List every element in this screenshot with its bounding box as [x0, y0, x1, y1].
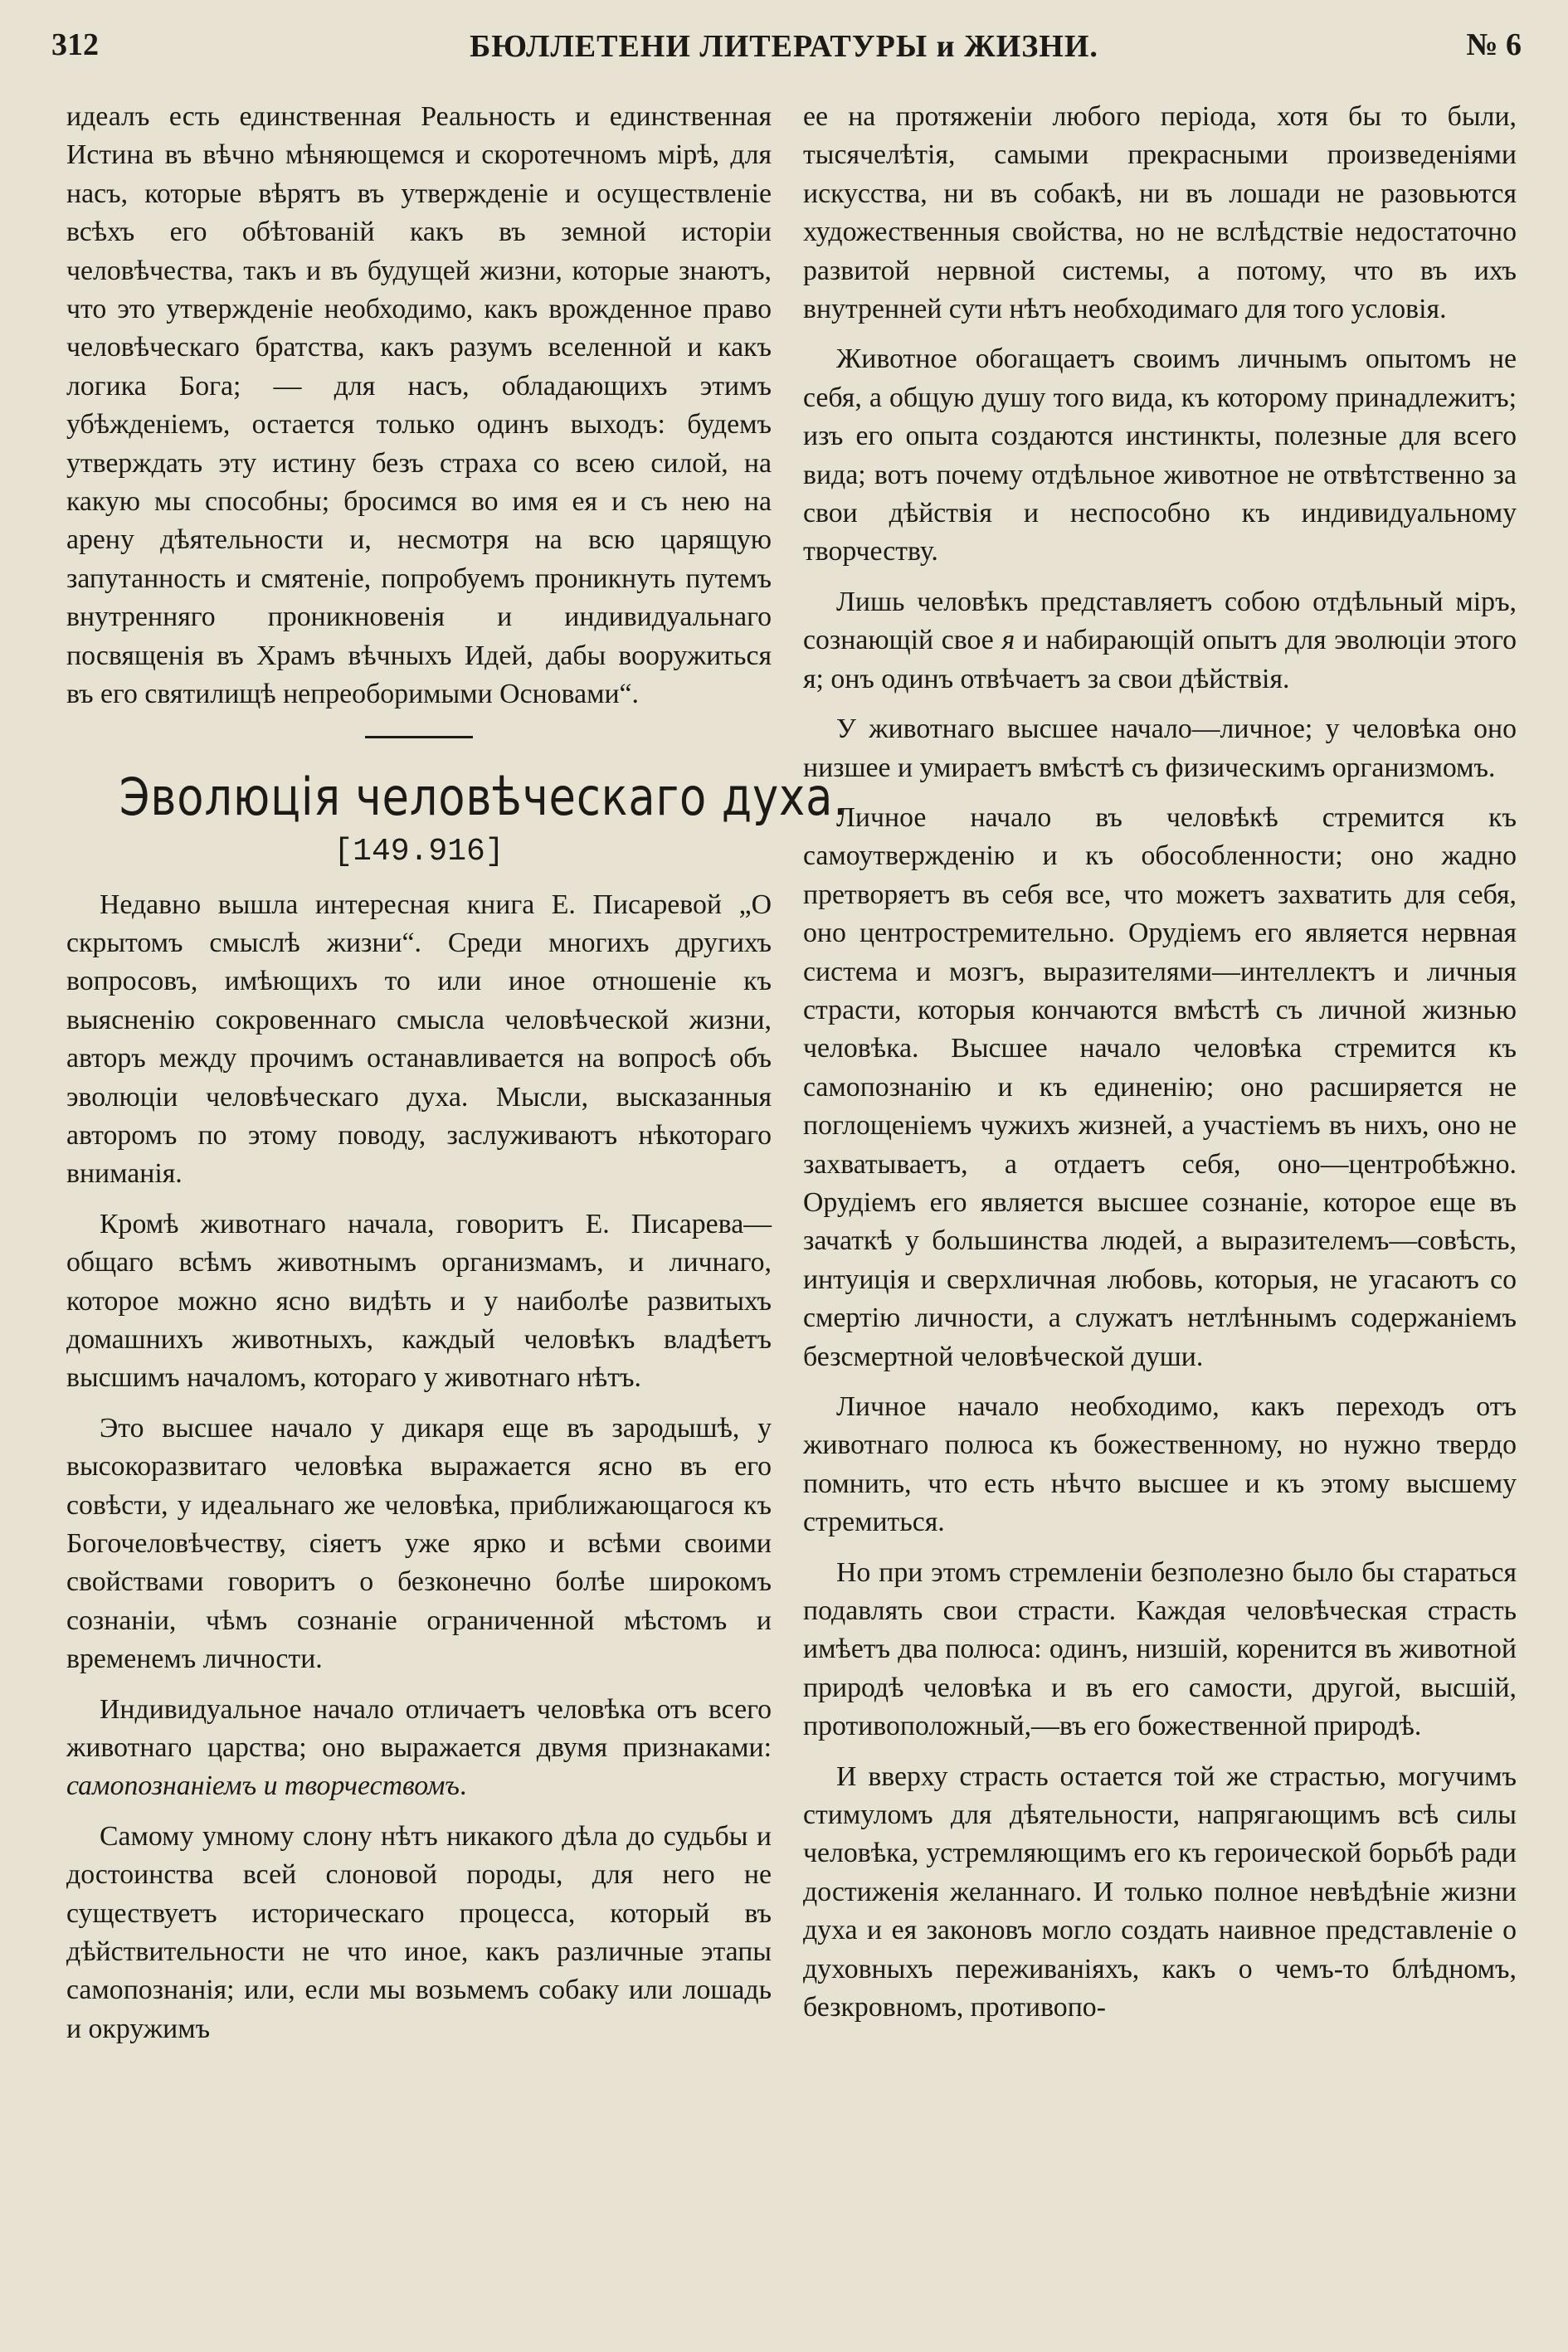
paragraph-text: .: [459, 1770, 467, 1802]
paragraph-text: и набирающій опытъ для эволюціи этого я; онъ одинъ отвѣчаетъ за свои дѣйствія.: [803, 625, 1517, 694]
intro-paragraph: идеалъ есть единственная Реальность и единственная Истина въ вѣчно мѣняющемся и скоротечномъ мірѣ, для насъ, которые вѣрятъ въ утвержденіе и осуществленіе всѣхъ его обѣтованій какъ въ земной исторіи человѣчества, такъ и въ будущей жизни, которые знаютъ, что это утвержденіе необходимо, какъ врожденное право человѣческаго братства, какъ разумъ вселенной и какъ логика Бога; — для насъ, обладающихъ этимъ убѣжденіемъ, остается только одинъ выходъ: будемъ утверждать эту истину безъ страха со всею силой, на какую мы способны; бросимся во имя ея и съ нею на арену дѣятельности и, несмотря на всю царящую запутанность и смятеніе, попробуемъ проникнуть путемъ внутренняго проникновенія и индивидуальнаго посвященія въ Храмъ вѣчныхъ Идей, дабы вооружиться въ его святилищѣ непреоборимыми Основами“.: [66, 101, 772, 710]
emphasis-text: я: [1001, 625, 1015, 656]
emphasis-text: самопознаніемъ и творчествомъ: [66, 1770, 460, 1802]
paragraph: Кромѣ животнаго начала, говоритъ Е. Писарева—общаго всѣмъ животнымъ организмамъ, и личнаго, которое можно ясно видѣть и у наиболѣе развитыхъ домашнихъ животныхъ, каждый человѣкъ владѣетъ высшимъ началомъ, котораго у животнаго нѣтъ.: [66, 1208, 772, 1394]
paragraph: ее на протяженіи любого періода, хотя бы то были, тысячелѣтія, самыми прекрасными произведеніями искусства, ни въ собакѣ, ни въ лошади не разовьются художественныя свойства, но не вслѣдствіе недостаточно развитой нервной системы, а потому, что въ ихъ внутренней сути нѣтъ необходимаго для того условія.: [803, 101, 1517, 325]
paragraph: Это высшее начало у дикаря еще въ зародышѣ, у высокоразвитаго человѣка выражается ясно въ его совѣсти, у идеальнаго же человѣка, приближающагося къ Богочеловѣчеству, сіяетъ уже ярко и всѣми своими свойствами говоритъ о безконечно болѣе широкомъ сознаніи, чѣмъ сознаніе ограниченной мѣстомъ и временемъ личности.: [66, 1412, 772, 1675]
paragraph: [66, 1691, 772, 1806]
paragraph: [803, 583, 1517, 699]
paragraph: Животное обогащаетъ своимъ личнымъ опытомъ не себя, а общую душу того вида, къ которому принадлежитъ; изъ его опыта создаются инстинкты, полезные для всего вида; вотъ почему отдѣльное животное не отвѣтственно за свои дѣйствія и неспособно къ индивидуальному творчеству.: [803, 343, 1517, 567]
paragraph: Недавно вышла интересная книга Е. Писаревой „О скрытомъ смыслѣ жизни“. Среди многихъ другихъ вопросовъ, имѣющихъ то или иное отношеніе къ выясненію сокровеннаго смысла человѣческой жизни, авторъ между прочимъ останавливается на вопросѣ объ эволюціи человѣческаго духа. Мысли, высказанныя авторомъ по этому поводу, заслуживаютъ нѣкотораго вниманія.: [66, 889, 772, 1190]
page-header: [0, 27, 1568, 68]
article-title: Эволюція человѣческаго духа.: [119, 766, 848, 827]
page-number: 312: [51, 27, 99, 62]
issue-number: № 6: [1466, 27, 1522, 62]
paragraph: Но при этомъ стремленіи безполезно было бы стараться подавлять свои страсти. Каждая человѣческая страсть имѣетъ два полюса: одинъ, низшій, коренится въ животной природѣ человѣка и въ его самости, другой, высшій, противоположный,—въ его божественной природѣ.: [803, 1556, 1517, 1742]
paragraph-text: Индивидуальное начало отличаетъ человѣка отъ всего животнаго царства; оно выражается двумя признаками:: [66, 1693, 772, 1764]
journal-title: БЮЛЛЕТЕНИ ЛИТЕРАТУРЫ и ЖИЗНИ.: [470, 29, 1098, 64]
paragraph: Личное начало въ человѣкѣ стремится къ самоутвержденію и къ обособленности; оно жадно претворяетъ въ себя все, что можетъ захватить для себя, оно центростремительно. Орудіемъ его является нервная система и мозгъ, выразителями—интеллектъ и личныя страсти, которыя кончаются вмѣстѣ съ личной жизнью человѣка. Высшее начало человѣка стремится къ самопознанію и къ единенію; оно расширяется не поглощеніемъ чужихъ жизней, а участіемъ въ нихъ, оно не захватываетъ, а отдаетъ себя, оно—центробѣжно. Орудіемъ его является высшее сознаніе, которое еще въ зачаткѣ у большинства людей, а выразителемъ—совѣсть, интуиція и сверхличная любовь, которыя, не угасаютъ со смертію личности, а служатъ нетлѣннымъ содержаніемъ безсмертной человѣческой души.: [803, 801, 1517, 1372]
paragraph: У животнаго высшее начало—личное; у человѣка оно низшее и умираетъ вмѣстѣ съ физическимъ организмомъ.: [803, 713, 1517, 783]
paragraph: И вверху страсть остается той же страстью, могучимъ стимуломъ для дѣятельности, напрягающимъ всѣ силы человѣка, устремляющимъ его къ героической борьбѣ ради достиженія желаннаго. И только полное невѣдѣніе жизни духа и ея законовъ могло создать наивное представленіе о духовныхъ переживаніяхъ, какъ о чемъ-то блѣдномъ, безкровномъ, противопо-: [803, 1760, 1517, 2023]
paragraph: Самому умному слону нѣтъ никакого дѣла до судьбы и достоинства всей слоновой породы, для него не существуетъ историческаго процесса, который въ дѣйствительности не что иное, какъ различные этапы самопознанія; или, если мы возьмемъ собаку или лошадь и окружимъ: [66, 1820, 772, 2044]
section-divider: [365, 736, 473, 738]
article-code: [149.916]: [334, 833, 504, 869]
paragraph: Личное начало необходимо, какъ переходъ отъ животнаго полюса къ божественному, но нужно твердо помнить, что есть нѣчто высшее и къ этому высшему стремиться.: [803, 1391, 1517, 1538]
left-column: [66, 98, 848, 2060]
paragraph-text: Лишь человѣкъ представляетъ собою отдѣльный міръ, сознающій свое: [803, 586, 1517, 656]
right-column: [803, 98, 1517, 2039]
